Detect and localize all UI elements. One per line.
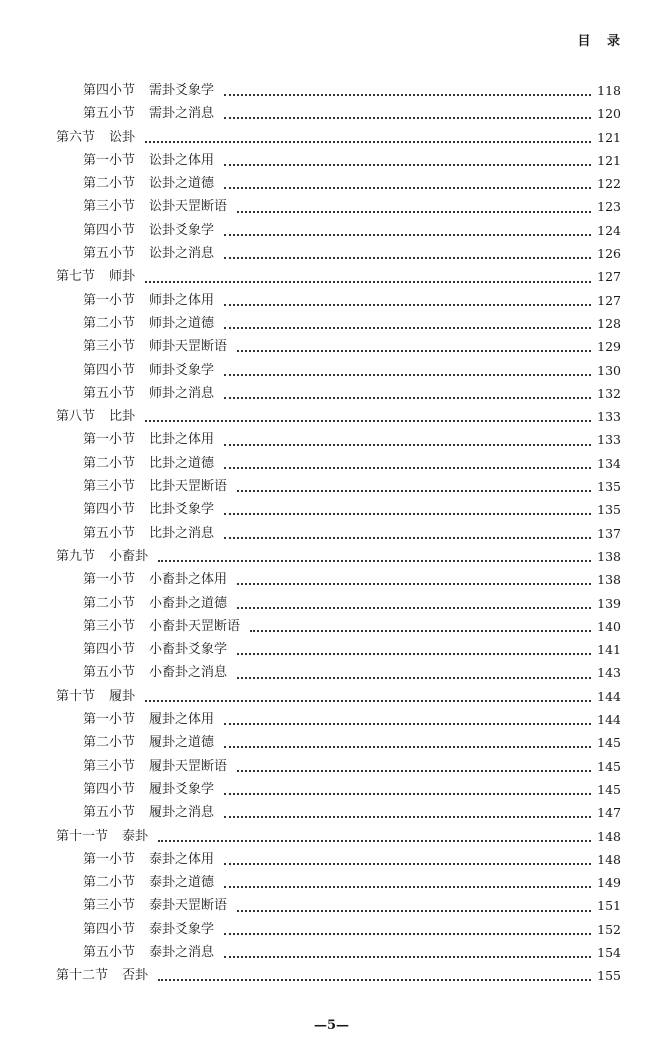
toc-entry-label xyxy=(83,382,214,405)
toc-section-entry xyxy=(0,825,663,848)
toc-entry-label xyxy=(83,335,227,358)
toc-entry-page: 143 xyxy=(597,665,621,681)
toc-entry-title: 讼卦爻象学 xyxy=(149,222,215,238)
toc-entry-title: 讼卦天罡断语 xyxy=(149,199,228,215)
toc-entry-page: 151 xyxy=(597,898,621,914)
dot-leader xyxy=(224,536,591,539)
toc-subsection-entry xyxy=(0,871,663,894)
toc-entry-number: 第二小节 xyxy=(83,595,136,611)
toc-entry-page: 148 xyxy=(597,828,621,844)
toc-subsection-entry xyxy=(0,615,663,638)
toc-entry-label xyxy=(83,918,214,941)
toc-entry-title: 履卦之消息 xyxy=(149,805,215,821)
dot-leader xyxy=(224,443,591,446)
toc-entry-title: 师卦爻象学 xyxy=(149,362,215,378)
toc-entry-page: 145 xyxy=(597,758,621,774)
toc-entry-page: 127 xyxy=(597,292,621,308)
toc-entry-label xyxy=(56,265,135,288)
toc-entry-label xyxy=(83,149,214,172)
toc-entry-label xyxy=(83,638,227,661)
toc-entry-number: 第八节 xyxy=(56,409,96,425)
toc-entry-number: 第二小节 xyxy=(83,176,136,192)
dot-leader xyxy=(224,722,591,725)
dot-leader xyxy=(224,512,591,515)
toc-entry-label xyxy=(83,219,214,242)
toc-subsection-entry xyxy=(0,592,663,615)
toc-entry-number: 第一小节 xyxy=(83,572,136,588)
toc-entry-page: 141 xyxy=(597,642,621,658)
toc-entry-page: 126 xyxy=(597,246,621,262)
toc-entry-label xyxy=(83,452,214,475)
toc-entry-number: 第三小节 xyxy=(83,199,136,215)
toc-entry-number: 第七节 xyxy=(56,269,96,285)
toc-entry-page: 124 xyxy=(597,222,621,238)
toc-section-entry xyxy=(0,265,663,288)
dot-leader xyxy=(158,978,591,981)
toc-entry-page: 149 xyxy=(597,875,621,891)
toc-entry-page: 134 xyxy=(597,455,621,471)
toc-subsection-entry xyxy=(0,452,663,475)
toc-entry-title: 泰卦之消息 xyxy=(149,944,215,960)
toc-entry-label xyxy=(83,242,214,265)
toc-subsection-entry xyxy=(0,918,663,941)
toc-entry-title: 比卦爻象学 xyxy=(149,502,215,518)
toc-entry-title: 需卦之消息 xyxy=(149,106,215,122)
toc-entry-label xyxy=(83,708,214,731)
dot-leader xyxy=(224,326,591,329)
toc-entry-number: 第三小节 xyxy=(83,479,136,495)
dot-leader xyxy=(224,116,591,119)
toc-entry-title: 小畜卦爻象学 xyxy=(149,642,228,658)
toc-entry-title: 师卦 xyxy=(109,269,136,285)
toc-entry-label xyxy=(56,405,135,428)
toc-entry-number: 第四小节 xyxy=(83,362,136,378)
toc-entry-title: 履卦天罡断语 xyxy=(149,758,228,774)
toc-entry-title: 比卦之道德 xyxy=(149,455,215,471)
toc-entry-label xyxy=(83,428,214,451)
toc-entry-title: 比卦之消息 xyxy=(149,525,215,541)
toc-entry-page: 138 xyxy=(597,548,621,564)
dot-leader xyxy=(224,256,591,259)
dot-leader xyxy=(224,233,591,236)
dot-leader xyxy=(237,652,591,655)
toc-subsection-entry xyxy=(0,312,663,335)
dot-leader xyxy=(224,932,591,935)
toc-entry-number: 第四小节 xyxy=(83,83,136,98)
toc-entry-number: 第十二节 xyxy=(56,968,109,984)
toc-entry-title: 否卦 xyxy=(122,968,149,984)
toc-entry-number: 第四小节 xyxy=(83,921,136,937)
toc-entry-title: 小畜卦之体用 xyxy=(149,572,228,588)
toc-entry-number: 第六节 xyxy=(56,129,96,145)
toc-entry-label xyxy=(83,615,240,638)
toc-entry-page: 148 xyxy=(597,851,621,867)
toc-subsection-entry xyxy=(0,195,663,218)
toc-entry-label xyxy=(83,592,227,615)
toc-subsection-entry xyxy=(0,638,663,661)
toc-entry-label xyxy=(83,894,227,917)
dot-leader xyxy=(237,210,591,213)
toc-entry-page: 128 xyxy=(597,315,621,331)
toc-entry-page: 135 xyxy=(597,479,621,495)
toc-subsection-entry xyxy=(0,289,663,312)
toc-entry-label xyxy=(56,964,148,987)
toc-entry-title: 讼卦 xyxy=(109,129,136,145)
dot-leader xyxy=(145,140,591,143)
toc-subsection-entry xyxy=(0,335,663,358)
table-of-contents xyxy=(0,79,663,988)
dot-leader xyxy=(224,885,591,888)
toc-entry-label xyxy=(83,359,214,382)
toc-subsection-entry xyxy=(0,708,663,731)
toc-entry-label xyxy=(83,289,214,312)
toc-entry-title: 履卦之体用 xyxy=(149,712,215,728)
toc-section-entry xyxy=(0,545,663,568)
toc-entry-title: 履卦爻象学 xyxy=(149,781,215,797)
toc-entry-title: 师卦之消息 xyxy=(149,385,215,401)
dot-leader xyxy=(237,489,591,492)
toc-entry-number: 第四小节 xyxy=(83,502,136,518)
toc-entry-page: 154 xyxy=(597,944,621,960)
toc-subsection-entry xyxy=(0,941,663,964)
toc-subsection-entry xyxy=(0,428,663,451)
toc-entry-label xyxy=(83,801,214,824)
toc-entry-label xyxy=(83,475,227,498)
toc-entry-title: 讼卦之消息 xyxy=(149,246,215,262)
dot-leader xyxy=(224,745,591,748)
dot-leader xyxy=(237,769,591,772)
toc-entry-label xyxy=(83,79,214,102)
toc-entry-title: 比卦 xyxy=(109,409,136,425)
dot-leader xyxy=(224,815,591,818)
dot-leader xyxy=(224,955,591,958)
toc-entry-title: 履卦之道德 xyxy=(149,735,215,751)
dot-leader xyxy=(224,163,591,166)
toc-subsection-entry xyxy=(0,894,663,917)
running-header: 目 录 xyxy=(577,34,626,49)
toc-subsection-entry xyxy=(0,79,663,102)
dot-leader xyxy=(237,606,591,609)
toc-entry-title: 泰卦之体用 xyxy=(149,851,215,867)
toc-entry-label xyxy=(83,195,227,218)
toc-entry-title: 泰卦 xyxy=(122,828,149,844)
toc-entry-page: 140 xyxy=(597,618,621,634)
toc-entry-label xyxy=(83,498,214,521)
toc-entry-label xyxy=(83,661,227,684)
toc-entry-number: 第一小节 xyxy=(83,851,136,867)
dot-leader xyxy=(237,582,591,585)
toc-entry-number: 第十节 xyxy=(56,688,96,704)
toc-entry-number: 第一小节 xyxy=(83,432,136,448)
toc-entry-page: 133 xyxy=(597,409,621,425)
toc-entry-title: 泰卦爻象学 xyxy=(149,921,215,937)
toc-entry-title: 履卦 xyxy=(109,688,136,704)
toc-entry-number: 第五小节 xyxy=(83,944,136,960)
dot-leader xyxy=(237,909,591,912)
toc-entry-page: 144 xyxy=(597,688,621,704)
toc-section-entry xyxy=(0,964,663,987)
toc-entry-page: 130 xyxy=(597,362,621,378)
toc-entry-label xyxy=(83,172,214,195)
toc-entry-label xyxy=(56,545,148,568)
toc-entry-page: 152 xyxy=(597,921,621,937)
toc-subsection-entry xyxy=(0,172,663,195)
toc-entry-label xyxy=(83,102,214,125)
toc-section-entry xyxy=(0,685,663,708)
toc-entry-number: 第三小节 xyxy=(83,618,136,634)
toc-entry-title: 泰卦之道德 xyxy=(149,875,215,891)
toc-entry-number: 第三小节 xyxy=(83,758,136,774)
toc-entry-title: 比卦之体用 xyxy=(149,432,215,448)
page-number: —5— xyxy=(313,1018,350,1033)
dot-leader xyxy=(145,699,591,702)
toc-entry-title: 小畜卦之道德 xyxy=(149,595,228,611)
dot-leader xyxy=(237,676,591,679)
toc-entry-number: 第五小节 xyxy=(83,665,136,681)
toc-entry-title: 师卦天罡断语 xyxy=(149,339,228,355)
toc-entry-title: 师卦之体用 xyxy=(149,292,215,308)
toc-entry-page: 121 xyxy=(597,129,621,145)
toc-subsection-entry xyxy=(0,102,663,125)
toc-subsection-entry xyxy=(0,801,663,824)
toc-entry-number: 第一小节 xyxy=(83,152,136,168)
toc-entry-label xyxy=(83,731,214,754)
toc-entry-page: 155 xyxy=(597,968,621,984)
toc-entry-title: 需卦爻象学 xyxy=(149,83,215,98)
toc-subsection-entry xyxy=(0,149,663,172)
toc-entry-page: 121 xyxy=(597,152,621,168)
toc-subsection-entry xyxy=(0,778,663,801)
toc-entry-label xyxy=(56,685,135,708)
toc-subsection-entry xyxy=(0,382,663,405)
toc-entry-number: 第二小节 xyxy=(83,875,136,891)
toc-section-entry xyxy=(0,126,663,149)
toc-subsection-entry xyxy=(0,219,663,242)
toc-entry-page: 137 xyxy=(597,525,621,541)
toc-entry-number: 第三小节 xyxy=(83,339,136,355)
toc-entry-page: 145 xyxy=(597,781,621,797)
toc-entry-title: 讼卦之道德 xyxy=(149,176,215,192)
toc-subsection-entry xyxy=(0,755,663,778)
toc-entry-label xyxy=(83,568,227,591)
toc-entry-title: 泰卦天罡断语 xyxy=(149,898,228,914)
toc-entry-label xyxy=(56,126,135,149)
dot-leader xyxy=(224,396,591,399)
toc-entry-page: 145 xyxy=(597,735,621,751)
toc-entry-number: 第五小节 xyxy=(83,246,136,262)
dot-leader xyxy=(224,373,591,376)
dot-leader xyxy=(224,792,591,795)
toc-subsection-entry xyxy=(0,568,663,591)
toc-entry-number: 第二小节 xyxy=(83,315,136,331)
toc-entry-title: 小畜卦之消息 xyxy=(149,665,228,681)
toc-entry-number: 第三小节 xyxy=(83,898,136,914)
toc-entry-label xyxy=(83,522,214,545)
dot-leader xyxy=(145,280,591,283)
toc-entry-label xyxy=(83,312,214,335)
toc-entry-number: 第五小节 xyxy=(83,106,136,122)
toc-entry-number: 第二小节 xyxy=(83,735,136,751)
toc-subsection-entry xyxy=(0,848,663,871)
toc-entry-number: 第五小节 xyxy=(83,385,136,401)
toc-entry-title: 小畜卦 xyxy=(109,548,149,564)
dot-leader xyxy=(224,303,591,306)
toc-entry-page: 138 xyxy=(597,572,621,588)
toc-subsection-entry xyxy=(0,522,663,545)
dot-leader xyxy=(237,349,591,352)
toc-entry-number: 第五小节 xyxy=(83,805,136,821)
toc-entry-number: 第四小节 xyxy=(83,781,136,797)
toc-entry-number: 第九节 xyxy=(56,548,96,564)
toc-entry-number: 第二小节 xyxy=(83,455,136,471)
dot-leader xyxy=(145,419,591,422)
dot-leader xyxy=(224,186,591,189)
toc-entry-title: 比卦天罡断语 xyxy=(149,479,228,495)
toc-entry-number: 第一小节 xyxy=(83,712,136,728)
toc-subsection-entry xyxy=(0,498,663,521)
toc-entry-title: 小畜卦天罡断语 xyxy=(149,618,241,634)
toc-entry-number: 第五小节 xyxy=(83,525,136,541)
toc-section-entry xyxy=(0,405,663,428)
toc-entry-page: 129 xyxy=(597,339,621,355)
toc-entry-page: 122 xyxy=(597,176,621,192)
toc-entry-label xyxy=(83,755,227,778)
toc-subsection-entry xyxy=(0,475,663,498)
dot-leader xyxy=(250,629,591,632)
dot-leader xyxy=(224,862,591,865)
toc-entry-label xyxy=(83,778,214,801)
toc-entry-page: 147 xyxy=(597,805,621,821)
toc-entry-title: 师卦之道德 xyxy=(149,315,215,331)
dot-leader xyxy=(224,93,591,96)
toc-entry-label xyxy=(83,941,214,964)
toc-entry-page: 139 xyxy=(597,595,621,611)
toc-subsection-entry xyxy=(0,359,663,382)
toc-subsection-entry xyxy=(0,661,663,684)
toc-entry-number: 第四小节 xyxy=(83,222,136,238)
toc-entry-label xyxy=(56,825,148,848)
toc-entry-title: 讼卦之体用 xyxy=(149,152,215,168)
toc-entry-page: 135 xyxy=(597,502,621,518)
toc-entry-page: 120 xyxy=(597,106,621,122)
dot-leader xyxy=(158,839,591,842)
toc-subsection-entry xyxy=(0,731,663,754)
toc-entry-page: 127 xyxy=(597,269,621,285)
dot-leader xyxy=(224,466,591,469)
dot-leader xyxy=(158,559,591,562)
toc-entry-page: 133 xyxy=(597,432,621,448)
toc-subsection-entry xyxy=(0,242,663,265)
toc-entry-page: 132 xyxy=(597,385,621,401)
toc-entry-page: 123 xyxy=(597,199,621,215)
toc-entry-number: 第一小节 xyxy=(83,292,136,308)
toc-entry-number: 第十一节 xyxy=(56,828,109,844)
toc-entry-label xyxy=(83,871,214,894)
toc-entry-page: 144 xyxy=(597,712,621,728)
toc-entry-page: 118 xyxy=(597,83,621,98)
toc-entry-label xyxy=(83,848,214,871)
toc-entry-number: 第四小节 xyxy=(83,642,136,658)
